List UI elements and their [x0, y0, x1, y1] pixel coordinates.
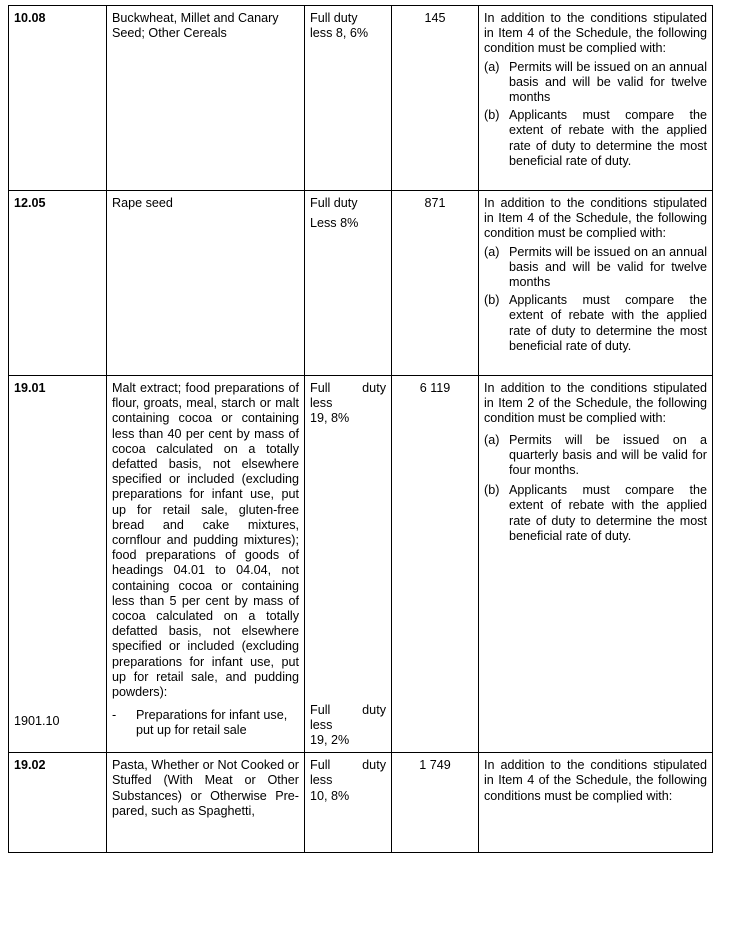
amount-cell	[392, 376, 479, 753]
tariff-code: 19.01	[14, 381, 46, 395]
tariff-code: 19.02	[14, 758, 46, 773]
condition-item	[484, 245, 707, 291]
condition-text: Applicants must compare the extent of rebate with the applied rate of duty to determine the most beneficial rate of duty.	[509, 293, 707, 353]
description-text: Buckwheat, Millet and Canary Seed; Other Cereals	[112, 11, 279, 41]
tariff-code: 10.08	[14, 11, 46, 25]
condition-intro: In addition to the conditions stipulated in Item 4 of the Schedule, the following condition must be complied with:	[484, 11, 707, 56]
rate-line: Full duty	[310, 381, 386, 395]
tariff-code-cell	[9, 6, 107, 191]
amount-value: 1 749	[419, 758, 451, 773]
rate-line: less	[310, 396, 333, 411]
rate-line: less	[310, 717, 333, 732]
condition-text: Permits will be issued on an annual basis and will be valid for twelve months	[509, 59, 707, 105]
table-row	[9, 376, 713, 753]
rate-line: less 8, 6%	[310, 26, 369, 41]
amount-cell	[392, 753, 479, 853]
sub-item-text: Preparations for infant use, put up for retail sale	[136, 708, 288, 738]
rate-cell	[305, 6, 392, 191]
condition-item	[484, 60, 707, 106]
amount-cell	[392, 6, 479, 191]
conditions-cell	[479, 753, 713, 853]
tariff-code-cell	[9, 191, 107, 376]
condition-label: (b)	[484, 483, 500, 498]
amount-value: 145	[424, 11, 446, 25]
rate-line: Full duty	[310, 758, 386, 773]
rate-cell	[305, 191, 392, 376]
condition-text: Permits will be issued on an annual basis and will be valid for twelve months	[509, 244, 707, 290]
condition-item	[484, 293, 707, 354]
table-row	[9, 6, 713, 191]
conditions-cell	[479, 6, 713, 191]
amount-cell	[392, 191, 479, 376]
condition-label: (a)	[484, 432, 500, 447]
description-text: Pasta, Whether or Not Cooked or Stuffed (With Meat or Other Substances) or Otherwise Pre-pared, such as Spaghetti,	[112, 758, 299, 818]
condition-intro: In addition to the conditions stipulated in Item 2 of the Schedule, the following condition must be complied with:	[484, 381, 707, 426]
description-cell	[107, 753, 305, 853]
sub-item-dash: -	[112, 708, 117, 723]
description-text: Rape seed	[112, 196, 173, 210]
rate-line: 10, 8%	[310, 788, 350, 803]
conditions-cell	[479, 376, 713, 753]
rate-line: 19, 8%	[310, 411, 350, 426]
sub-item-description	[112, 708, 299, 738]
condition-label: (b)	[484, 108, 500, 123]
description-cell	[107, 376, 305, 753]
sub-item-rate	[310, 703, 386, 749]
condition-intro: In addition to the conditions stipulated in Item 4 of the Schedule, the following conditions must be complied with:	[484, 758, 707, 803]
rate-line: Full duty	[310, 11, 358, 25]
tariff-code-cell	[9, 753, 107, 853]
description-text: Malt extract; food preparations of flour, groats, meal, starch or malt containing cocoa or containing less than 40 per cent by mass of cocoa calculated on a totally defatted basis, not elsewhere specified or included (excluding preparations for infant use, put up for retail sale, gluten-free bread and cake mixtures, cornflour and pudding mixtures); food preparations of goods of headings 04.01 to 04.04, not containing cocoa or containing less than 5 per cent by mass of cocoa calculated on a totally defatted basis, not elsewhere specified or included (excluding preparations for infant use, put up for retail sale, and pudding powders):	[112, 381, 299, 700]
rate-line: Less 8%	[310, 216, 359, 231]
description-cell	[107, 6, 305, 191]
amount-value: 6 119	[419, 381, 451, 395]
rate-line: 19, 2%	[310, 733, 350, 748]
condition-item	[484, 433, 707, 479]
sub-tariff-code: 1901.10	[14, 714, 60, 729]
condition-text: Applicants must compare the extent of rebate with the applied rate of duty to determine the most beneficial rate of duty.	[509, 483, 707, 543]
condition-text: Permits will be issued on a quarterly basis and will be valid for four months.	[509, 432, 707, 478]
rate-line: Full duty	[310, 196, 358, 210]
description-cell	[107, 191, 305, 376]
rate-cell	[305, 753, 392, 853]
rate-line: Full duty	[310, 702, 386, 717]
conditions-cell	[479, 191, 713, 376]
condition-intro: In addition to the conditions stipulated in Item 4 of the Schedule, the following condition must be complied with:	[484, 196, 707, 241]
rebate-schedule-table	[8, 5, 713, 853]
condition-label: (a)	[484, 59, 500, 74]
tariff-code-cell	[9, 376, 107, 753]
table-row	[9, 191, 713, 376]
condition-item	[484, 483, 707, 544]
condition-text: Applicants must compare the extent of rebate with the applied rate of duty to determine the most beneficial rate of duty.	[509, 108, 707, 168]
condition-label: (a)	[484, 244, 500, 259]
amount-value: 871	[424, 196, 446, 210]
table-row	[9, 753, 713, 853]
condition-item	[484, 108, 707, 169]
rate-cell	[305, 376, 392, 753]
condition-label: (b)	[484, 293, 500, 308]
rate-line: less	[310, 773, 333, 788]
tariff-code: 12.05	[14, 196, 46, 210]
